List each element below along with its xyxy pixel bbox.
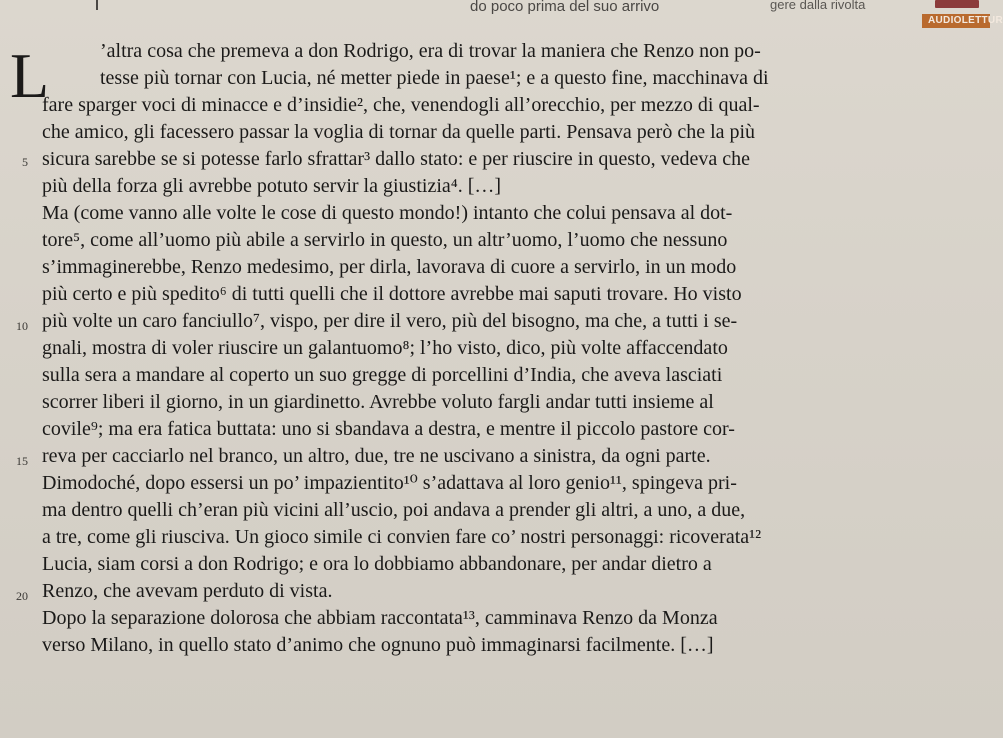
- line-number-10: 10: [16, 319, 28, 333]
- text-line-13: sulla sera a mandare al coperto un suo gregge di porcellini d’India, che aveva lasciati: [42, 364, 723, 386]
- text-line-11: più volte un caro fanciullo⁷, vispo, per dire il vero, più del bisogno, ma che, a tutti i se-: [42, 310, 738, 332]
- text-line-23: verso Milano, in quello stato d’animo che ognuno può immaginarsi facilmente. […]: [42, 634, 714, 656]
- text-line-2: tesse più tornar con Lucia, né metter piede in paese¹; e a questo fine, macchinava di: [100, 67, 769, 89]
- text-line-19: a tre, come gli riusciva. Un gioco simile ci convien fare co’ nostri personaggi: ricoverata¹²: [42, 526, 762, 548]
- text-line-22: Dopo la separazione dolorosa che abbiam raccontata¹³, camminava Renzo da Monza: [42, 607, 718, 629]
- text-line-21: Renzo, che avevam perduto di vista.: [42, 580, 333, 602]
- text-line-17: Dimodoché, dopo essersi un po’ impazientito¹⁰ s’adattava al loro genio¹¹, spingeva pri-: [42, 472, 737, 494]
- main-text-block: [40, 38, 945, 659]
- audio-icon: [935, 0, 979, 8]
- text-line-12: gnali, mostra di voler riuscire un galantuomo⁸; l’ho visto, dico, più volte affaccendato: [42, 337, 728, 359]
- text-line-20: Lucia, siam corsi a don Rodrigo; e ora lo dobbiamo abbandonare, per andar dietro a: [42, 553, 712, 575]
- drop-cap: L: [10, 40, 50, 111]
- previous-page-fragment-right: gere dalla rivolta: [770, 0, 866, 12]
- previous-page-fragment-left: do poco prima del suo arrivo: [470, 0, 660, 15]
- page-top-edge: [0, 0, 1003, 26]
- text-line-7: Ma (come vanno alle volte le cose di questo mondo!) intanto che colui pensava al dot-: [42, 202, 733, 224]
- text-line-6: più della forza gli avrebbe potuto servir la giustizia⁴. […]: [42, 175, 502, 197]
- top-left-rule-mark: [96, 0, 98, 10]
- line-number-15: 15: [16, 454, 28, 468]
- text-line-15: covile⁹; ma era fatica buttata: uno si sbandava a destra, e mentre il piccolo pastore cor-: [42, 418, 735, 440]
- line-number-5: 5: [22, 155, 28, 169]
- text-line-5: sicura sarebbe se si potesse farlo sfrattar³ dallo stato: e per riuscire in questo, vedeva che: [42, 148, 750, 170]
- text-line-18: ma dentro quelli ch’eran più vicini all’uscio, poi andava a prender gli altri, a uno, a due,: [42, 499, 746, 521]
- text-line-9: s’immaginerebbe, Renzo medesimo, per dirla, lavorava di cuore a servirlo, in un modo: [42, 256, 737, 278]
- text-line-8: tore⁵, come all’uomo più abile a servirlo in questo, un altr’uomo, l’uomo che nessuno: [42, 229, 728, 251]
- text-line-10: più certo e più spedito⁶ di tutti quelli che il dottore avrebbe mai saputi trovare. Ho visto: [42, 283, 742, 305]
- audio-reading-badge: AUDIOLETTUR: [922, 14, 990, 28]
- text-line-3: fare sparger voci di minacce e d’insidie², che, venendogli all’orecchio, per mezzo di qual-: [42, 94, 760, 116]
- line-number-20: 20: [16, 589, 28, 603]
- text-line-1: ’altra cosa che premeva a don Rodrigo, era di trovar la maniera che Renzo non po-: [100, 40, 761, 62]
- text-line-14: scorrer liberi il giorno, in un giardinetto. Avrebbe voluto fargli andar tutti insieme al: [42, 391, 714, 413]
- text-line-4: che amico, gli facessero passar la voglia di tornar da quelle parti. Pensava però che la più: [42, 121, 756, 143]
- text-line-16: reva per cacciarlo nel branco, un altro, due, tre ne uscivano a sinistra, da ogni parte.: [42, 445, 711, 467]
